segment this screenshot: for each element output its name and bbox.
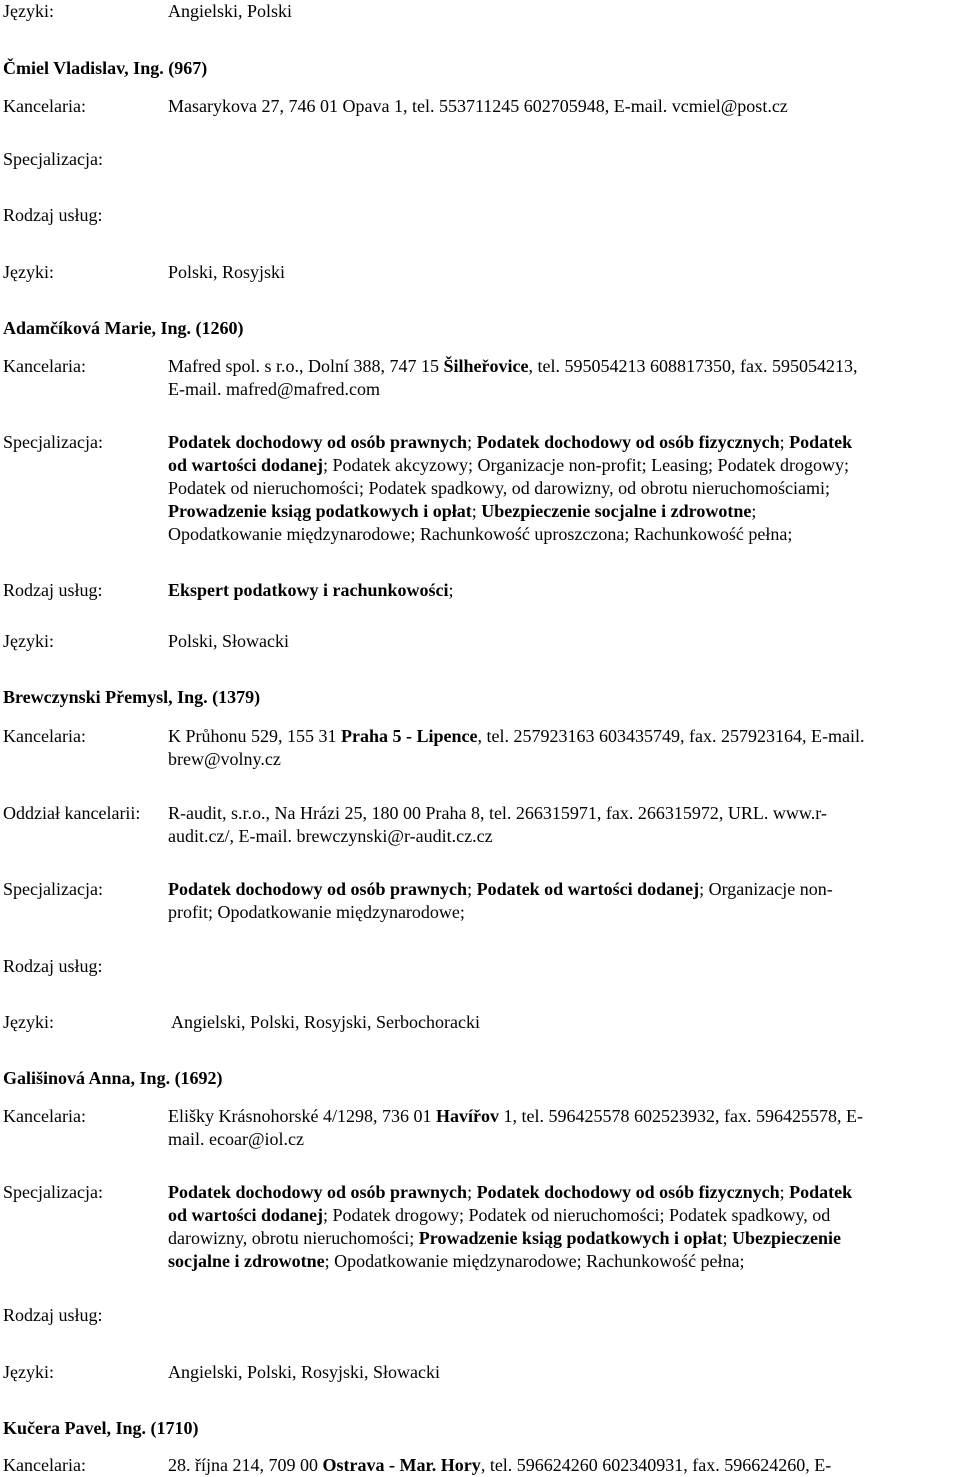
spec-sep: ; [779, 432, 790, 452]
spec-item: Podatek [789, 1182, 853, 1202]
office-text: , tel. 257923163 603435749, fax. 257923164, E-mail. [477, 726, 865, 746]
spec-item: Ubezpieczenie [732, 1228, 841, 1248]
branch-text: audit.cz/, E-mail. brewczynski@r-audit.cz.cz [168, 826, 493, 846]
office-text: Mafred spol. s r.o., Dolní 388, 747 15 [168, 356, 444, 376]
office-label: Kancelaria: [3, 726, 86, 746]
services-value [168, 579, 958, 602]
languages-value: Angielski, Polski [168, 1, 293, 21]
services-label: Rodzaj usług: [3, 1305, 103, 1325]
office-text: K Průhonu 529, 155 31 [168, 726, 342, 746]
office-text: E-mail. mafred@mafred.com [168, 379, 380, 399]
specialization-label: Specjalizacja: [3, 432, 103, 452]
spec-item: Podatek [789, 432, 853, 452]
spec-text: ; Podatek drogowy; Podatek od nieruchomości; Podatek spadkowy, od [323, 1205, 831, 1225]
specialization-value [168, 1181, 958, 1273]
spec-text: ; Organizacje non- [699, 879, 833, 899]
spec-item: od wartości dodanej [168, 1205, 324, 1225]
languages-value: Angielski, Polski, Rosyjski, Serbochoracki [171, 1012, 480, 1032]
spec-text: ; Podatek akcyzowy; Organizacje non-profit; Leasing; Podatek drogowy; [323, 455, 850, 475]
spec-item: Prowadzenie ksiąg podatkowych i opłat [168, 501, 472, 521]
office-label: Kancelaria: [3, 1455, 86, 1475]
spec-text: darowizny, obrotu nieruchomości; [168, 1228, 419, 1248]
spec-sep: ; [467, 879, 477, 899]
office-label: Kancelaria: [3, 96, 86, 116]
office-text: 1, tel. 596425578 602523932, fax. 596425578, E- [498, 1106, 863, 1126]
spec-sep: ; [722, 1228, 732, 1248]
entry-name: Kučera Pavel, Ing. (1710) [3, 1418, 199, 1438]
office-city: Havířov [435, 1106, 499, 1126]
specialization-value [168, 431, 958, 546]
office-text: Elišky Krásnohorské 4/1298, 736 01 [168, 1106, 436, 1126]
spec-sep: ; [471, 501, 482, 521]
office-text: 28. října 214, 709 00 [168, 1455, 323, 1475]
office-text: , tel. 595054213 608817350, fax. 595054213, [528, 356, 858, 376]
languages-label: Języki: [3, 262, 54, 282]
services-label: Rodzaj usług: [3, 205, 103, 225]
office-label: Kancelaria: [3, 356, 86, 376]
spec-item: Podatek dochodowy od osób prawnych [168, 1182, 468, 1202]
spec-item: socjalne i zdrowotne [168, 1251, 325, 1271]
spec-item: Podatek od wartości dodanej [476, 879, 700, 899]
office-label: Kancelaria: [3, 1106, 86, 1126]
office-text: brew@volny.cz [168, 749, 281, 769]
languages-label: Języki: [3, 1012, 54, 1032]
spec-sep: ; [467, 432, 477, 452]
specialization-label: Specjalizacja: [3, 1182, 103, 1202]
office-value [168, 1454, 958, 1477]
spec-item: Podatek dochodowy od osób fizycznych [476, 432, 780, 452]
entry-name: Čmiel Vladislav, Ing. (967) [3, 58, 208, 78]
languages-label: Języki: [3, 1, 54, 21]
entry-name: Gališinová Anna, Ing. (1692) [3, 1068, 223, 1088]
spec-item: Podatek dochodowy od osób prawnych [168, 432, 468, 452]
spec-text: profit; Opodatkowanie międzynarodowe; [168, 902, 465, 922]
spec-item: od wartości dodanej [168, 455, 324, 475]
spec-text: ; Opodatkowanie międzynarodowe; Rachunkowość pełna; [324, 1251, 745, 1271]
office-text: , tel. 596624260 602340931, fax. 596624260, E- [480, 1455, 832, 1475]
spec-item: Podatek dochodowy od osób prawnych [168, 879, 468, 899]
office-city: Šilheřovice [443, 356, 529, 376]
entry-name: Brewczynski Přemysl, Ing. (1379) [3, 687, 261, 707]
languages-label: Języki: [3, 631, 54, 651]
languages-label: Języki: [3, 1362, 54, 1382]
spec-sep: ; [779, 1182, 790, 1202]
spec-item: Prowadzenie ksiąg podatkowych i opłat [418, 1228, 723, 1248]
office-text: mail. ecoar@iol.cz [168, 1129, 305, 1149]
spec-item: Podatek dochodowy od osób fizycznych [476, 1182, 780, 1202]
services-label: Rodzaj usług: [3, 956, 103, 976]
spec-text: Opodatkowanie międzynarodowe; Rachunkowość uproszczona; Rachunkowość pełna; [168, 524, 793, 544]
office-value [168, 355, 958, 401]
languages-value: Angielski, Polski, Rosyjski, Słowacki [168, 1362, 441, 1382]
languages-value: Polski, Słowacki [168, 631, 290, 651]
specialization-label: Specjalizacja: [3, 149, 103, 169]
specialization-label: Specjalizacja: [3, 879, 103, 899]
office-value: Masarykova 27, 746 01 Opava 1, tel. 553711245 602705948, E-mail. vcmiel@post.cz [168, 96, 788, 116]
spec-sep: ; [751, 501, 757, 521]
office-city: Praha 5 - Lipence [341, 726, 478, 746]
office-value [168, 725, 958, 771]
service-sep: ; [448, 580, 454, 600]
services-label: Rodzaj usług: [3, 580, 103, 600]
spec-sep: ; [467, 1182, 477, 1202]
specialization-value [168, 878, 958, 924]
office-value [168, 1105, 958, 1151]
entry-name: Adamčíková Marie, Ing. (1260) [3, 318, 244, 338]
office-city: Ostrava - Mar. Hory [322, 1455, 481, 1475]
branch-text: R-audit, s.r.o., Na Hrázi 25, 180 00 Praha 8, tel. 266315971, fax. 266315972, URL. www.r- [168, 803, 827, 823]
branch-office-value [168, 802, 958, 848]
service-item: Ekspert podatkowy i rachunkowości [168, 580, 449, 600]
branch-office-label: Oddział kancelarii: [3, 803, 141, 823]
spec-item: Ubezpieczenie socjalne i zdrowotne [481, 501, 752, 521]
languages-value: Polski, Rosyjski [168, 262, 286, 282]
spec-text: Podatek od nieruchomości; Podatek spadkowy, od darowizny, od obrotu nieruchomościami; [168, 478, 831, 498]
